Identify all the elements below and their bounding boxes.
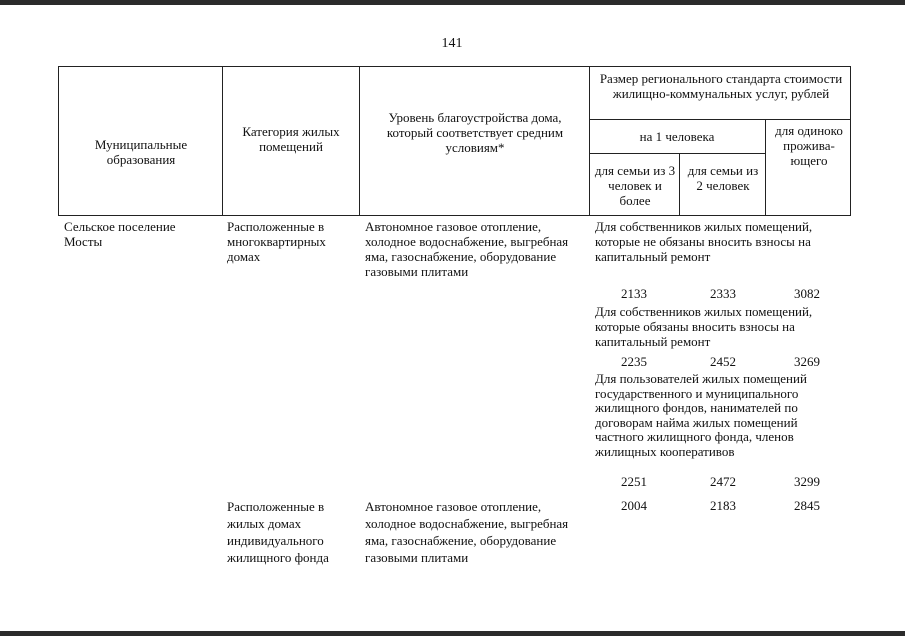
header-municipal: Муниципальные образования <box>94 137 188 167</box>
header-standard: Размер регионального стандарта стоимости жилищно-коммунальных услуг, рублей <box>599 71 843 101</box>
divider <box>679 153 680 215</box>
divider <box>589 119 851 120</box>
divider <box>222 67 223 215</box>
row1-group2-family2: 2452 <box>710 354 736 369</box>
row1-group3-single: 3299 <box>794 474 820 489</box>
row1-group1-single: 3082 <box>794 286 820 301</box>
row2-single: 2845 <box>794 498 820 513</box>
header-level: Уровень благоустройства дома, который соответствует средним условиям* <box>386 110 564 155</box>
row1-group3-family2: 2472 <box>710 474 736 489</box>
row2-family3: 2004 <box>621 498 647 513</box>
header-family3: для семьи из 3 человек и более <box>594 163 676 208</box>
row1-group1-label: Для собственников жилых помещений, которые не обязаны вносить взносы на капитальный ремонт <box>595 219 813 264</box>
header-category: Категория жилых помещений <box>242 124 340 154</box>
divider <box>589 153 765 154</box>
row1-group1-family2: 2333 <box>710 286 736 301</box>
row1-group2-single: 3269 <box>794 354 820 369</box>
divider <box>359 67 360 215</box>
table-header <box>58 66 851 216</box>
row1-group3-family3: 2251 <box>621 474 647 489</box>
row2-category: Расположенные в жилых домах индивидуального жилищного фонда <box>227 499 329 565</box>
page-number: 141 <box>441 36 463 51</box>
row1-group2-label: Для собственников жилых помещений, которые обязаны вносить взносы на капитальный ремонт <box>595 304 813 349</box>
row2-family2: 2183 <box>710 498 736 513</box>
row2-level: Автономное газовое отопление, холодное водоснабжение, выгребная яма, газоснабжение, оборудование газовыми плитами <box>365 499 569 565</box>
header-family2: для семьи из 2 человек <box>687 163 759 193</box>
row1-category: Расположенные в многоквартирных домах <box>227 219 326 264</box>
top-border <box>0 0 905 5</box>
row1-level: Автономное газовое отопление, холодное водоснабжение, выгребная яма, газоснабжение, оборудование газовыми плитами <box>365 219 569 279</box>
row1-group1-family3: 2133 <box>621 286 647 301</box>
header-single: для одиноко прожива-ющего <box>775 123 843 168</box>
row1-group3-label: Для пользователей жилых помещений государственного и муниципального жилищного фондов, нанимателей по договорам найма жилых помещений частного жилищного фонда, членов жилищных кооперативов <box>595 371 807 459</box>
divider <box>589 67 590 215</box>
header-per-person: на 1 человека <box>639 129 715 144</box>
divider <box>765 119 766 215</box>
row1-group2-family3: 2235 <box>621 354 647 369</box>
row1-municipality: Сельское поселение Мосты <box>64 219 176 249</box>
bottom-border <box>0 631 905 636</box>
